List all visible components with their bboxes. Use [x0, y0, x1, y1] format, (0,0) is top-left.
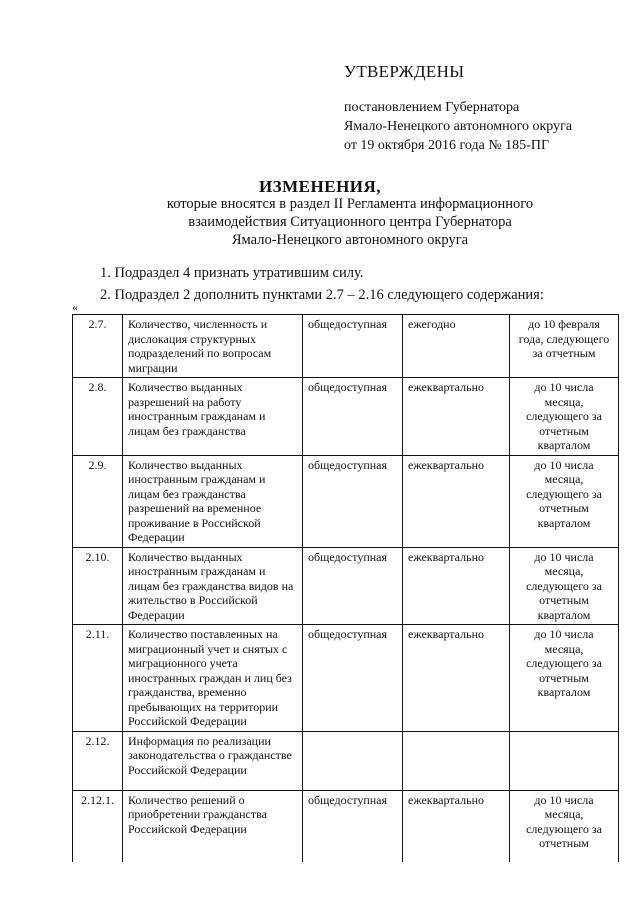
row-access-level: общедоступная — [303, 315, 403, 378]
row-deadline: до 10 числа месяца, следующего за отчетным кварталом — [510, 625, 619, 732]
change-item-2: 2. Подраздел 2 дополнить пунктами 2.7 – 2.16 следующего содержания: — [100, 287, 544, 303]
row-number: 2.11. — [73, 625, 123, 732]
document-title: ИЗМЕНЕНИЯ, — [258, 177, 382, 196]
document-subtitle — [130, 195, 570, 249]
row-access-level: общедоступная — [303, 455, 403, 547]
row-frequency — [403, 731, 510, 790]
subtitle-line-1: которые вносятся в раздел II Регламента информационного — [166, 196, 534, 212]
row-deadline: до 10 числа месяца, следующего за отчетным — [510, 790, 619, 862]
row-deadline: до 10 февраля года, следующего за отчетным — [510, 315, 619, 378]
row-access-level: общедоступная — [303, 547, 403, 625]
row-access-level — [303, 731, 403, 790]
row-frequency: ежеквартально — [403, 547, 510, 625]
row-number: 2.9. — [73, 455, 123, 547]
row-deadline: до 10 числа месяца, следующего за отчетным кварталом — [510, 378, 619, 456]
row-deadline: до 10 числа месяца, следующего за отчетным кварталом — [510, 455, 619, 547]
table-row — [73, 378, 619, 456]
row-number: 2.12. — [73, 731, 123, 790]
changes-table — [72, 314, 619, 862]
change-items-list — [100, 262, 544, 306]
approval-heading: УТВЕРЖДЕНЫ — [344, 62, 465, 81]
row-indicator-name: Информация по реализации законодательства о гражданстве Российской Федерации — [123, 731, 303, 790]
opening-quote-mark: « — [72, 300, 78, 314]
table-row — [73, 625, 619, 732]
row-access-level: общедоступная — [303, 790, 403, 862]
row-frequency: ежеквартально — [403, 790, 510, 862]
row-frequency: ежеквартально — [403, 625, 510, 732]
table-row — [73, 790, 619, 862]
row-indicator-name: Количество, численность и дислокация структурных подразделений по вопросам миграции — [123, 315, 303, 378]
row-frequency: ежегодно — [403, 315, 510, 378]
row-number: 2.8. — [73, 378, 123, 456]
approval-line-2: Ямало-Ненецкого автономного округа — [344, 119, 573, 134]
row-indicator-name: Количество поставленных на миграционный учет и снятых с миграционного учета иностранных граждан и лиц без гражданства, временно пребывающих на территории Российской Федерации — [123, 625, 303, 732]
row-frequency: ежеквартально — [403, 455, 510, 547]
table-row — [73, 315, 619, 378]
subtitle-line-2: взаимодействия Ситуационного центра Губернатора — [188, 214, 512, 230]
row-indicator-name: Количество выданных иностранным гражданам и лицам без гражданства разрешений на временное проживание в Российской Федерации — [123, 455, 303, 547]
row-number: 2.7. — [73, 315, 123, 378]
table-row — [73, 547, 619, 625]
row-number: 2.10. — [73, 547, 123, 625]
row-deadline: до 10 числа месяца, следующего за отчетным кварталом — [510, 547, 619, 625]
table-row — [73, 731, 619, 790]
row-number: 2.12.1. — [73, 790, 123, 862]
subtitle-line-3: Ямало-Ненецкого автономного округа — [231, 232, 469, 248]
row-frequency: ежеквартально — [403, 378, 510, 456]
row-deadline — [510, 731, 619, 790]
row-access-level: общедоступная — [303, 625, 403, 732]
row-indicator-name: Количество решений о приобретении гражданства Российской Федерации — [123, 790, 303, 862]
approval-line-1: постановлением Губернатора — [344, 100, 520, 115]
table-row — [73, 455, 619, 547]
change-item-1: 1. Подраздел 4 признать утратившим силу. — [100, 265, 364, 281]
approval-block — [344, 62, 624, 155]
row-indicator-name: Количество выданных иностранным гражданам и лицам без гражданства видов на жительство в Российской Федерации — [123, 547, 303, 625]
approval-line-3: от 19 октября 2016 года № 185-ПГ — [344, 138, 550, 153]
row-indicator-name: Количество выданных разрешений на работу иностранным гражданам и лицам без гражданства — [123, 378, 303, 456]
row-access-level: общедоступная — [303, 378, 403, 456]
